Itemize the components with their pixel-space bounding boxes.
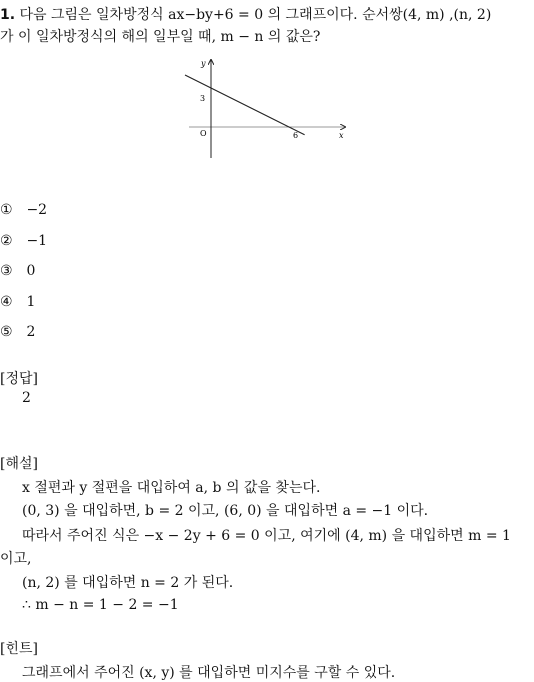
explanation-line-4: 이고, xyxy=(0,551,32,567)
y-axis-label: y xyxy=(201,59,206,68)
choice-mark-3: ③ xyxy=(0,263,13,279)
answer-heading: [정답] xyxy=(0,371,38,387)
question-text-2: 가 이 일차방정식의 해의 일부일 때, m − n 의 값은? xyxy=(0,29,321,45)
line-graph xyxy=(183,56,353,164)
explanation-line-3: 따라서 주어진 식은 −x − 2y + 6 = 0 이고, 여기에 (4, m) 을 대입하면 m = 1 xyxy=(22,528,511,544)
question-line-1 xyxy=(0,4,491,24)
question-text-1: 다음 그림은 일차방정식 ax−by+6 = 0 의 그래프이다. 순서쌍(4, m) ,(n, 2) xyxy=(19,7,492,23)
explanation-line-1: x 절편과 y 절편을 대입하여 a, b 의 값을 찾는다. xyxy=(22,480,321,496)
choice-value-2: −1 xyxy=(26,233,48,249)
hint-heading: [힌트] xyxy=(0,641,38,657)
choice-mark-1: ① xyxy=(0,202,13,218)
choice-value-3: 0 xyxy=(26,263,36,279)
question-line-2 xyxy=(0,26,320,46)
choice-value-4: 1 xyxy=(26,294,36,310)
origin-label: O xyxy=(200,129,207,138)
choice-value-5: 2 xyxy=(26,324,36,340)
explanation-line-5: (n, 2) 를 대입하면 n = 2 가 된다. xyxy=(22,575,234,591)
explanation-line-6: ∴ m − n = 1 − 2 = −1 xyxy=(22,597,179,613)
choice-5[interactable] xyxy=(0,324,35,340)
choice-value-1: −2 xyxy=(26,202,48,218)
answer-value: 2 xyxy=(22,390,31,406)
question-number: 1. xyxy=(0,7,16,23)
x-axis-label: x xyxy=(339,131,344,140)
hint-text: 그래프에서 주어진 (x, y) 를 대입하면 미지수를 구할 수 있다. xyxy=(22,665,396,681)
explanation-heading: [해설] xyxy=(0,456,38,472)
x-intercept-label: 6 xyxy=(293,131,299,140)
y-intercept-label: 3 xyxy=(200,94,206,103)
choice-mark-5: ⑤ xyxy=(0,324,13,340)
explanation-line-2: (0, 3) 을 대입하면, b = 2 이고, (6, 0) 을 대입하면 a = −1 이다. xyxy=(22,503,429,519)
choice-mark-2: ② xyxy=(0,233,13,249)
choice-1[interactable] xyxy=(0,202,47,218)
choice-mark-4: ④ xyxy=(0,294,13,310)
choice-2[interactable] xyxy=(0,233,47,249)
choice-3[interactable] xyxy=(0,263,35,279)
choice-4[interactable] xyxy=(0,294,35,310)
graph-line xyxy=(185,75,305,135)
